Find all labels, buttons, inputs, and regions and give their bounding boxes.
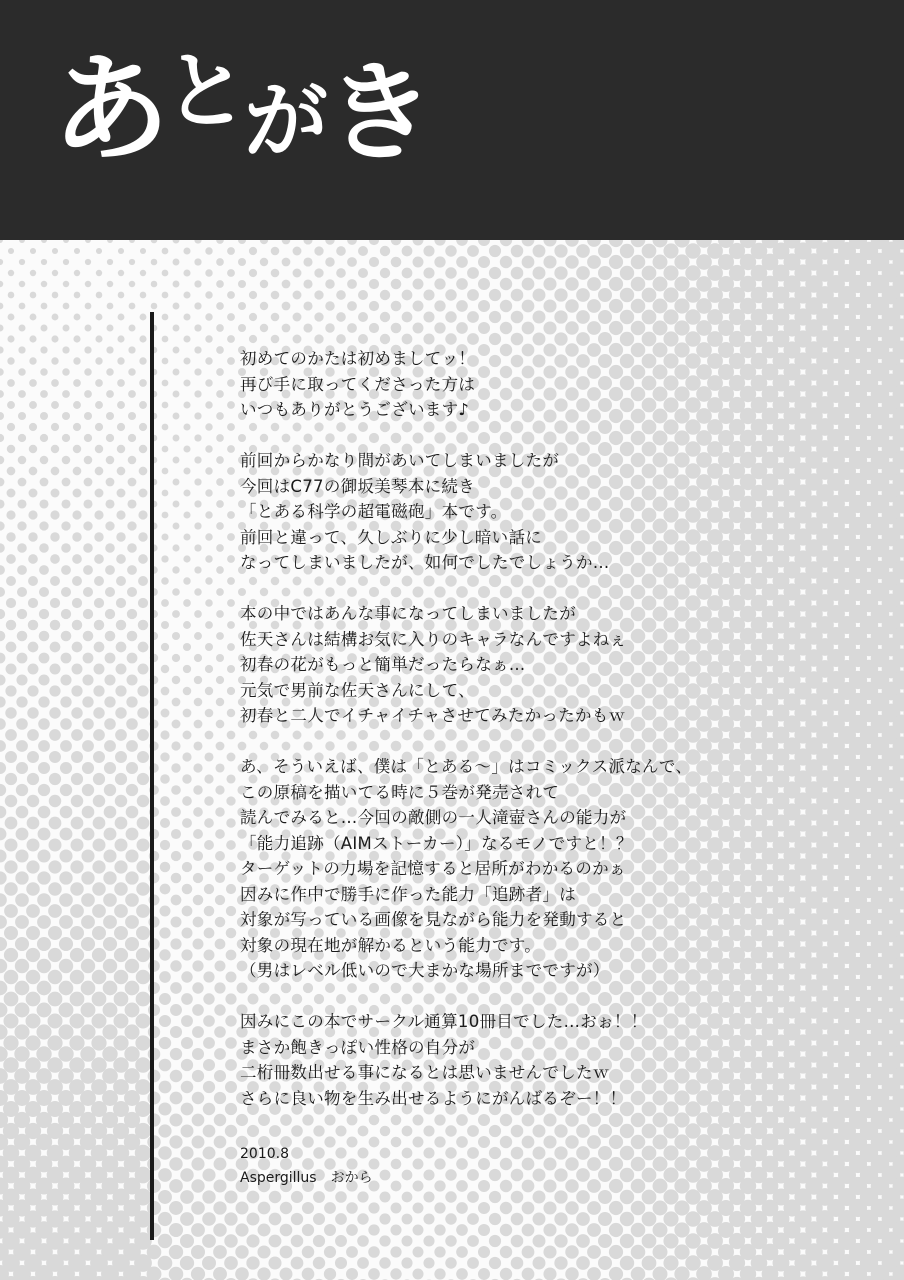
text-line: いつもありがとうございます♪ xyxy=(240,400,470,419)
text-line: 佐天さんは結構お気に入りのキャラなんですよねぇ xyxy=(240,629,627,649)
text-line: 対象が写っている画像を見ながら能力を発動すると xyxy=(240,910,627,929)
text-line: なってしまいましたが、如何でしたでしょうか… xyxy=(240,553,610,572)
text-line: 初春の花がもっと簡単だったらなぁ… xyxy=(240,655,526,674)
text-line: 対象の現在地が解かるという能力です。 xyxy=(240,935,542,955)
text-line: 「能力追跡（AIMストーカー）」なるモノですと！？ xyxy=(240,833,633,853)
text-line: この原稿を描いてる時に５巻が発売されて xyxy=(240,782,560,802)
text-line: 前回と違って、久しぶりに少し暗い話に xyxy=(240,527,543,547)
paragraph xyxy=(240,448,840,576)
text-line: 前回からかなり間があいてしまいましたが xyxy=(240,451,560,470)
text-line: 初春と二人でイチャイチャさせてみたかったかもｗ xyxy=(240,706,626,725)
title-char: が xyxy=(244,72,329,170)
signature-author: Aspergillus おから xyxy=(240,1170,373,1186)
paragraph xyxy=(240,346,840,423)
paragraph xyxy=(240,1009,840,1111)
page-title xyxy=(52,40,435,200)
text-line: 本の中ではあんな事になってしまいましたが xyxy=(240,604,576,623)
text-line: 因みにこの本でサークル通算10冊目でした…おぉ！！ xyxy=(240,1012,648,1031)
text-line: 再び手に取ってくださった方は xyxy=(240,374,476,394)
paragraph xyxy=(240,601,840,729)
text-line: 因みに作中で勝手に作った能力「追跡者」は xyxy=(240,884,576,904)
text-line: ターゲットの力場を記憶すると居所がわかるのかぁ xyxy=(240,859,626,878)
text-line: さらに良い物を生み出せるようにがんばるぞー！！ xyxy=(240,1088,627,1108)
text-line: まさか飽きっぽい性格の自分が xyxy=(240,1037,476,1057)
header-bar xyxy=(0,0,904,240)
signature xyxy=(240,1142,373,1190)
vertical-divider xyxy=(150,312,154,1240)
text-line: あ、そういえば、僕は「とある～」はコミックス派なんで、 xyxy=(240,757,693,776)
text-line: 読んでみると…今回の敵側の一人滝壺さんの能力が xyxy=(240,808,627,827)
text-line: 「とある科学の超電磁砲」本です。 xyxy=(240,502,508,521)
text-line: （男はレベル低いので大まかな場所までですが） xyxy=(240,961,610,980)
title-char: と xyxy=(164,42,249,140)
signature-date: 2010.8 xyxy=(240,1146,289,1162)
title-char: き xyxy=(326,51,435,176)
text-line: 今回はC77の御坂美琴本に続き xyxy=(240,476,476,496)
title-char: あ xyxy=(52,40,171,178)
paragraph xyxy=(240,754,840,984)
afterword-text xyxy=(240,346,840,1137)
text-line: 二桁冊数出せる事になるとは思いませんでしたｗ xyxy=(240,1063,610,1082)
text-line: 元気で男前な佐天さんにして、 xyxy=(240,680,475,700)
text-line: 初めてのかたは初めましてッ！ xyxy=(240,349,476,368)
